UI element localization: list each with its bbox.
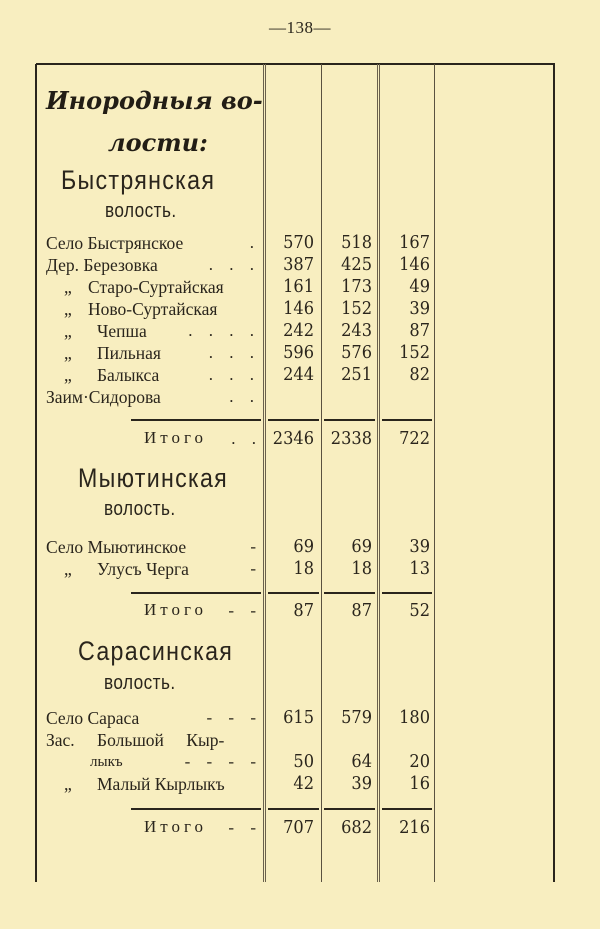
total-rule [324,592,375,594]
ditto-mark: „ [64,365,72,385]
total-rule [382,808,432,810]
ditto-mark: „ [64,321,72,341]
total-leader: - - [228,601,262,620]
cell-c1: 42 [293,773,314,794]
cell-c1: 18 [293,558,314,579]
cell-c2: 518 [341,232,372,253]
row-leader: - [250,537,262,556]
row-leader: . . . [208,365,260,384]
total-c1: 707 [283,817,314,838]
row-label: Старо-Суртайская [88,277,224,297]
ditto-mark: „ [64,559,72,579]
cell-c3: 13 [409,558,430,579]
total-c3: 52 [409,600,430,621]
total-rule [268,808,319,810]
table-top-rule [36,63,555,65]
volost-subtitle: волость. [104,498,176,520]
total-c3: 722 [399,428,430,449]
row-label: Дер. Березовка [46,255,158,275]
row-leader: - - - [206,708,262,727]
total-leader: - - [228,818,262,837]
total-label: Итого [144,600,208,619]
table-right-border [553,64,555,882]
cell-c1: 161 [283,276,314,297]
volost-title: Сарасинская [78,636,234,666]
cell-c2: 243 [341,320,372,341]
row-label: лыкъ [90,754,123,770]
cell-c2: 39 [351,773,372,794]
row-label: Ново-Суртайская [88,299,218,319]
volost-subtitle: волость. [104,672,176,694]
cell-c1: 570 [283,232,314,253]
row-label: Улусъ Черга [97,559,189,579]
column-divider-3 [377,64,380,882]
row-leader: . . . [208,343,260,362]
ditto-mark: „ [64,774,72,794]
cell-c1: 50 [293,751,314,772]
ditto-mark: „ [64,299,72,319]
total-rule [324,419,375,421]
table-left-border [35,64,37,882]
column-divider-2 [321,64,322,882]
total-rule [131,592,261,594]
total-c2: 682 [341,817,372,838]
cell-c1: 146 [283,298,314,319]
total-c1: 2346 [272,428,314,449]
volost-title: Мыютинская [78,463,229,493]
row-label: Малый Кырлыкъ [97,774,225,794]
page-number: —138— [269,18,331,37]
total-c2: 87 [351,600,372,621]
cell-c2: 576 [341,342,372,363]
ditto-mark: „ [64,343,72,363]
row-label: Пильная [97,343,161,363]
cell-c3: 146 [399,254,430,275]
cell-c2: 18 [351,558,372,579]
row-label: Зас. Большой Кыр- [46,730,225,750]
cell-c3: 87 [409,320,430,341]
cell-c3: 20 [409,751,430,772]
row-leader: - [250,559,262,578]
cell-c2: 425 [341,254,372,275]
cell-c2: 579 [341,707,372,728]
cell-c3: 39 [409,298,430,319]
row-label: Чепша [97,321,147,341]
total-c2: 2338 [330,428,372,449]
row-leader: . . [229,387,260,406]
cell-c3: 82 [409,364,430,385]
total-rule [268,419,319,421]
cell-c3: 39 [409,536,430,557]
cell-c2: 251 [341,364,372,385]
cell-c1: 69 [293,536,314,557]
volost-title: Быстрянская [61,165,216,195]
total-label: Итого [144,817,208,836]
row-label: Заим·Сидорова [46,387,161,407]
cell-c3: 16 [409,773,430,794]
row-leader: - - - - [184,752,262,771]
total-rule [131,419,261,421]
cell-c2: 69 [351,536,372,557]
total-rule [131,808,261,810]
row-label: Село Быстрянское [46,233,184,253]
row-label: Балыкса [97,365,160,385]
total-c3: 216 [399,817,430,838]
cell-c3: 180 [399,707,430,728]
cell-c2: 173 [341,276,372,297]
cell-c2: 152 [341,298,372,319]
column-divider-4 [434,64,435,882]
cell-c3: 167 [399,232,430,253]
total-c1: 87 [293,600,314,621]
cell-c1: 596 [283,342,314,363]
volost-subtitle: волость. [105,200,177,222]
row-leader: . . . [208,255,260,274]
total-rule [382,419,432,421]
cell-c1: 242 [283,320,314,341]
total-rule [382,592,432,594]
column-divider-1 [263,64,266,882]
row-label: Село Сараса [46,708,140,728]
total-rule [324,808,375,810]
cell-c2: 64 [351,751,372,772]
total-rule [268,592,319,594]
section-heading-line2: лости: [108,128,208,157]
section-heading-line1: Инородныя во- [46,86,263,115]
cell-c1: 244 [283,364,314,385]
total-label: Итого [144,428,208,447]
total-leader: . . [231,429,262,448]
cell-c1: 387 [283,254,314,275]
row-label: Село Мыютинское [46,537,187,557]
ditto-mark: „ [64,277,72,297]
cell-c3: 49 [409,276,430,297]
cell-c3: 152 [399,342,430,363]
cell-c1: 615 [283,707,314,728]
row-leader: . . . . [188,321,260,340]
row-leader: . [249,233,260,252]
